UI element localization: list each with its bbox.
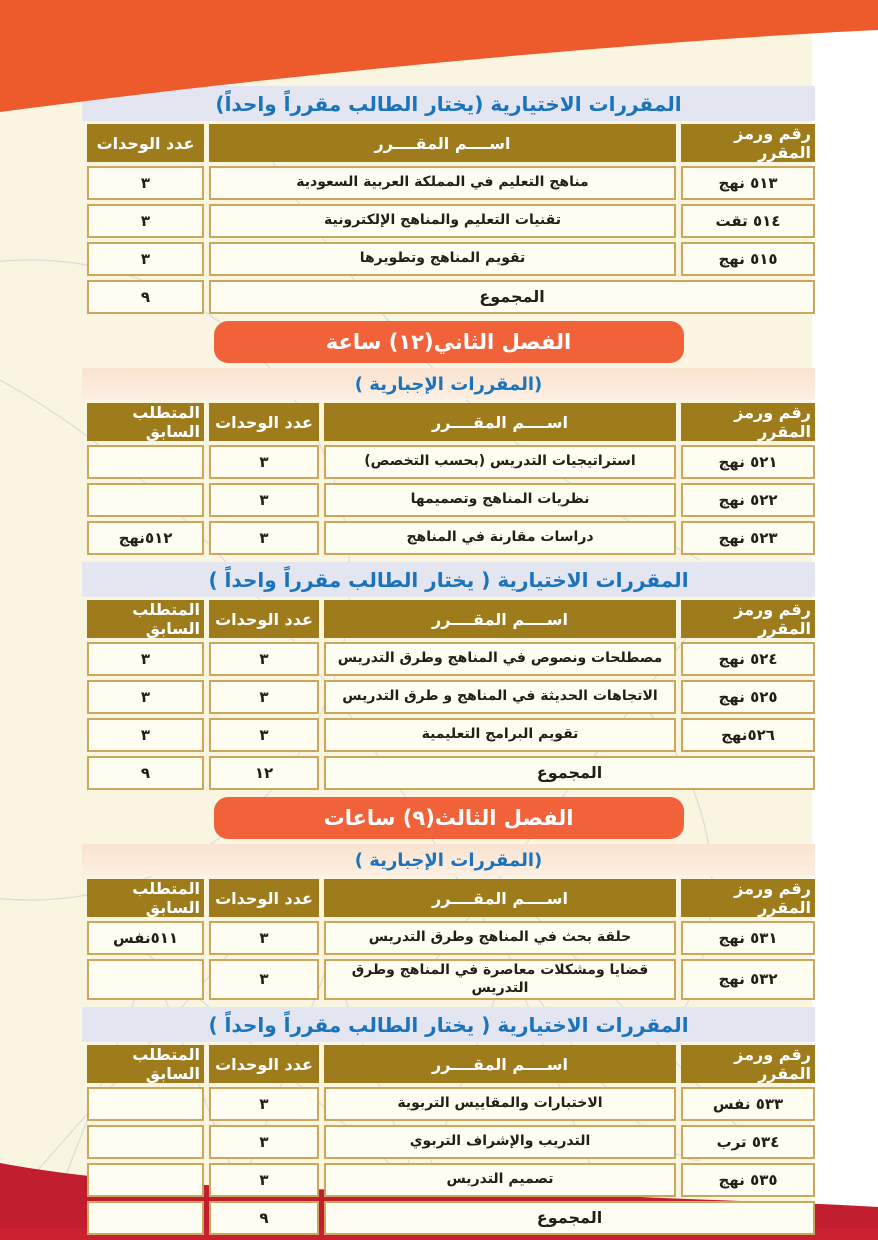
column-header-code: رقم ورمز المقرر xyxy=(681,1045,815,1083)
course-code-cell: ٥٢٣ نهج xyxy=(681,521,815,555)
column-header-prereq: المتطلب السابق xyxy=(87,879,204,917)
course-name-cell: تقويم البرامج التعليمية xyxy=(324,718,676,752)
total-prereq-cell xyxy=(87,1201,204,1235)
column-header-code: رقم ورمز المقرر xyxy=(681,879,815,917)
course-name-cell: دراسات مقارنة في المناهج xyxy=(324,521,676,555)
total-label-cell: المجموع xyxy=(324,1201,815,1235)
course-code-cell: ٥٣٤ ترب xyxy=(681,1125,815,1159)
course-name-cell: مناهج التعليم في المملكة العربية السعودية xyxy=(209,166,676,200)
course-name-cell: التدريب والإشراف التربوي xyxy=(324,1125,676,1159)
course-name-cell: حلقة بحث في المناهج وطرق التدريس xyxy=(324,921,676,955)
total-units-cell: ٩ xyxy=(209,1201,319,1235)
prereq-cell: ٣ xyxy=(87,680,204,714)
sem2-electives-table xyxy=(82,600,815,790)
column-header-name: اســــم المقــــرر xyxy=(324,879,676,917)
column-header-code: رقم ورمز المقرر xyxy=(681,403,815,441)
course-code-cell: ٥١٥ نهج xyxy=(681,242,815,276)
total-prereq-cell: ٩ xyxy=(87,756,204,790)
prereq-cell xyxy=(87,483,204,517)
prereq-cell: ٥١١نفس xyxy=(87,921,204,955)
column-header-units: عدد الوحدات xyxy=(209,600,319,638)
prereq-cell: ٥١٢نهج xyxy=(87,521,204,555)
course-code-cell: ٥١٤ تقت xyxy=(681,204,815,238)
column-header-name: اســــم المقــــرر xyxy=(324,600,676,638)
sem3-mandatory-title: (المقررات الإجبارية ) xyxy=(82,844,815,876)
column-header-name: اســــم المقــــرر xyxy=(324,1045,676,1083)
sem3-electives-table xyxy=(82,1045,815,1235)
total-label-cell: المجموع xyxy=(209,280,815,314)
column-header-prereq: المتطلب السابق xyxy=(87,403,204,441)
course-code-cell: ٥٢٥ نهج xyxy=(681,680,815,714)
units-cell: ٣ xyxy=(209,642,319,676)
course-name-cell: نظريات المناهج وتصميمها xyxy=(324,483,676,517)
prereq-cell: ٣ xyxy=(87,718,204,752)
units-cell: ٣ xyxy=(209,959,319,1000)
units-cell: ٣ xyxy=(87,242,204,276)
total-units-cell: ١٢ xyxy=(209,756,319,790)
column-header-name: اســــم المقــــرر xyxy=(209,124,676,162)
column-header-units: عدد الوحدات xyxy=(209,403,319,441)
sem2-banner: الفصل الثاني(١٢) ساعة xyxy=(214,321,684,363)
course-code-cell: ٥٢١ نهج xyxy=(681,445,815,479)
units-cell: ٣ xyxy=(209,921,319,955)
units-cell: ٣ xyxy=(209,483,319,517)
course-code-cell: ٥٣١ نهج xyxy=(681,921,815,955)
prereq-cell xyxy=(87,445,204,479)
units-cell: ٣ xyxy=(87,166,204,200)
course-name-cell: مصطلحات ونصوص في المناهج وطرق التدريس xyxy=(324,642,676,676)
prereq-cell xyxy=(87,1163,204,1197)
units-cell: ٣ xyxy=(209,1163,319,1197)
course-name-cell: الاختبارات والمقاييس التربوية xyxy=(324,1087,676,1121)
column-header-prereq: المتطلب السابق xyxy=(87,600,204,638)
column-header-units: عدد الوحدات xyxy=(87,124,204,162)
course-code-cell: ٥٢٤ نهج xyxy=(681,642,815,676)
column-header-units: عدد الوحدات xyxy=(209,879,319,917)
units-cell: ٣ xyxy=(209,521,319,555)
sem2-mandatory-title: (المقررات الإجبارية ) xyxy=(82,368,815,400)
course-code-cell: ٥٣٣ نفس xyxy=(681,1087,815,1121)
prereq-cell xyxy=(87,1087,204,1121)
course-name-cell: تقويم المناهج وتطويرها xyxy=(209,242,676,276)
units-cell: ٣ xyxy=(209,718,319,752)
units-cell: ٣ xyxy=(209,1087,319,1121)
sem1-electives-title: المقررات الاختيارية (يختار الطالب مقرراً واحداً) xyxy=(82,86,815,121)
prereq-cell: ٣ xyxy=(87,642,204,676)
sem3-mandatory-table xyxy=(82,879,815,1000)
course-name-cell: استراتيجيات التدريس (بحسب التخصص) xyxy=(324,445,676,479)
course-code-cell: ٥٢٢ نهج xyxy=(681,483,815,517)
units-cell: ٣ xyxy=(209,680,319,714)
course-code-cell: ٥١٣ نهج xyxy=(681,166,815,200)
total-label-cell: المجموع xyxy=(324,756,815,790)
sem3-banner: الفصل الثالث(٩) ساعات xyxy=(214,797,684,839)
column-header-code: رقم ورمز المقرر xyxy=(681,124,815,162)
course-name-cell: تصميم التدريس xyxy=(324,1163,676,1197)
sem2-mandatory-table xyxy=(82,403,815,555)
course-code-cell: ٥٢٦نهج xyxy=(681,718,815,752)
units-cell: ٣ xyxy=(209,445,319,479)
total-units-cell: ٩ xyxy=(87,280,204,314)
sem3-electives-title: المقررات الاختيارية ( يختار الطالب مقرراً واحداً ) xyxy=(82,1007,815,1042)
prereq-cell xyxy=(87,1125,204,1159)
column-header-name: اســــم المقــــرر xyxy=(324,403,676,441)
course-code-cell: ٥٣٥ نهج xyxy=(681,1163,815,1197)
column-header-prereq: المتطلب السابق xyxy=(87,1045,204,1083)
prereq-cell xyxy=(87,959,204,1000)
units-cell: ٣ xyxy=(87,204,204,238)
sem1-electives-table xyxy=(82,124,815,314)
course-name-cell: الاتجاهات الحديثة في المناهج و طرق التدريس xyxy=(324,680,676,714)
course-name-cell: قضايا ومشكلات معاصرة في المناهج وطرق التدريس xyxy=(324,959,676,1000)
sem2-electives-title: المقررات الاختيارية ( يختار الطالب مقرراً واحداً ) xyxy=(82,562,815,597)
course-code-cell: ٥٣٢ نهج xyxy=(681,959,815,1000)
units-cell: ٣ xyxy=(209,1125,319,1159)
content-area xyxy=(82,86,815,1240)
column-header-units: عدد الوحدات xyxy=(209,1045,319,1083)
course-name-cell: تقنيات التعليم والمناهج الإلكترونية xyxy=(209,204,676,238)
column-header-code: رقم ورمز المقرر xyxy=(681,600,815,638)
top-orange-swoosh xyxy=(0,0,878,130)
